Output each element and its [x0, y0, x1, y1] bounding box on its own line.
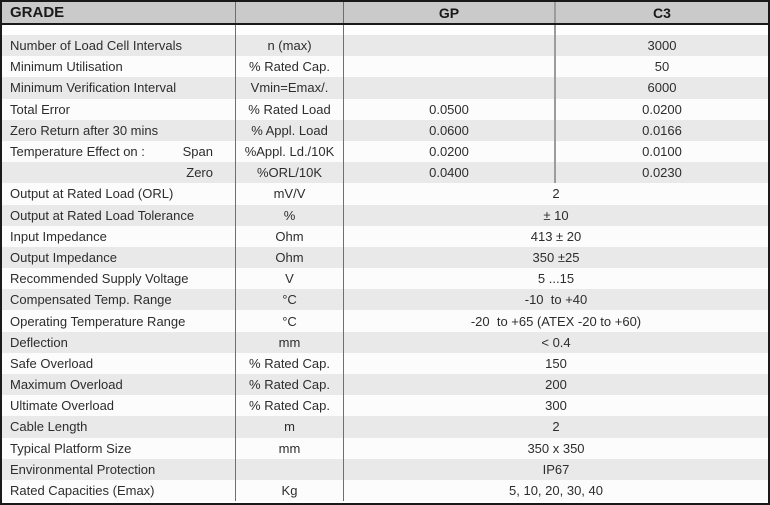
row-unit-cell: m: [236, 416, 344, 437]
table-row: [2, 35, 768, 56]
merged-value-cell: IP67: [542, 461, 570, 477]
header-gp: GP: [344, 2, 556, 23]
row-label-cell: [2, 226, 236, 247]
c3-value-cell: 50: [654, 59, 670, 75]
row-unit-cell: %ORL/10K: [236, 162, 344, 183]
gp-value-cell: [344, 56, 556, 77]
table-row: [2, 120, 768, 141]
row-label: Maximum Overload: [10, 377, 123, 393]
row-label: Deflection: [10, 334, 68, 350]
table-row: [2, 162, 768, 183]
merged-value-cell: 5 ...15: [537, 271, 575, 287]
row-label-cell: [2, 268, 236, 289]
row-unit-cell: %: [236, 205, 344, 226]
gap-cell-units: [236, 25, 344, 35]
row-label-cell: [2, 353, 236, 374]
merged-value-cell: 200: [545, 377, 567, 393]
row-label-cell: [2, 247, 236, 268]
row-unit-cell: % Rated Cap.: [236, 395, 344, 416]
row-label: Output at Rated Load Tolerance: [10, 207, 195, 223]
c3-value-cell: 0.0200: [642, 101, 682, 117]
row-label: Cable Length: [10, 419, 88, 435]
header-grade: GRADE: [2, 2, 236, 23]
gp-value-cell: 0.0200: [344, 141, 556, 162]
table-row: [2, 268, 768, 289]
row-sublabel: Span: [182, 144, 213, 160]
row-unit-cell: V: [236, 268, 344, 289]
table-row: [2, 416, 768, 437]
row-unit-cell: mm: [236, 438, 344, 459]
row-label-cell: [2, 289, 236, 310]
table-row: [2, 289, 768, 310]
row-label-cell: [2, 416, 236, 437]
gp-value-cell: [344, 35, 556, 56]
row-unit-cell: mm: [236, 332, 344, 353]
merged-value-cell: 413 ± 20: [530, 228, 582, 244]
row-label: Zero Return after 30 mins: [10, 122, 159, 138]
row-label: Safe Overload: [10, 355, 94, 371]
row-unit-cell: %Appl. Ld./10K: [236, 141, 344, 162]
merged-value-cell: 350 ±25: [532, 249, 580, 265]
merged-value-cell: 350 x 350: [527, 440, 585, 456]
gp-value-cell: 0.0400: [344, 162, 556, 183]
row-unit-cell: n (max): [236, 35, 344, 56]
row-label-cell: [2, 99, 236, 120]
c3-value-cell: 6000: [647, 80, 677, 96]
row-unit-cell: % Rated Cap.: [236, 56, 344, 77]
gp-value-cell: 0.0500: [344, 99, 556, 120]
table-row: [2, 374, 768, 395]
row-label: Rated Capacities (Emax): [10, 483, 155, 499]
row-label: Output at Rated Load (ORL): [10, 186, 174, 202]
merged-value-cell: 5, 10, 20, 30, 40: [509, 483, 603, 499]
c3-value-cell: 3000: [647, 38, 677, 54]
merged-value-cell: 2: [552, 419, 560, 435]
row-unit-cell: % Rated Cap.: [236, 374, 344, 395]
table-body: [2, 35, 768, 501]
row-label-cell: [2, 332, 236, 353]
table-row: [2, 310, 768, 331]
row-label-cell: [2, 77, 236, 98]
table-row: [2, 480, 768, 501]
row-label-cell: [2, 374, 236, 395]
header-c3: C3: [653, 4, 671, 21]
row-unit-cell: [236, 459, 344, 480]
row-sublabel: Zero: [186, 165, 213, 181]
table-row: [2, 247, 768, 268]
row-unit-cell: % Rated Load: [236, 99, 344, 120]
row-label-cell: [2, 183, 236, 204]
gap-cell-c3: [556, 25, 768, 35]
merged-value-cell: ± 10: [543, 207, 569, 223]
row-label-cell: [2, 120, 236, 141]
row-label: Total Error: [10, 101, 70, 117]
row-label-cell: [2, 480, 236, 501]
header-gap-strip: [2, 25, 768, 35]
row-label: Minimum Utilisation: [10, 59, 123, 75]
row-unit-cell: % Appl. Load: [236, 120, 344, 141]
table-row: [2, 226, 768, 247]
row-label-cell: [2, 56, 236, 77]
row-unit-cell: mV/V: [236, 183, 344, 204]
row-label-cell: [2, 205, 236, 226]
merged-value-cell: < 0.4: [541, 334, 571, 350]
row-label: Input Impedance: [10, 228, 107, 244]
row-label: Temperature Effect on :: [10, 144, 145, 160]
row-label: Output Impedance: [10, 249, 117, 265]
merged-value-cell: -20 to +65 (ATEX -20 to +60): [470, 313, 642, 329]
gp-value-cell: [344, 77, 556, 98]
merged-value-cell: 2: [552, 186, 560, 202]
c3-value-cell: 0.0230: [642, 165, 682, 181]
row-label-cell: [2, 395, 236, 416]
row-label-cell: [2, 438, 236, 459]
row-unit-cell: Vmin=Emax/.: [236, 77, 344, 98]
row-unit-cell: °C: [236, 310, 344, 331]
table-row: [2, 77, 768, 98]
table-row: [2, 332, 768, 353]
gap-cell-name: [2, 25, 236, 35]
row-label: Recommended Supply Voltage: [10, 271, 189, 287]
table-row: [2, 141, 768, 162]
table-row: [2, 205, 768, 226]
header-units: [236, 2, 344, 23]
row-unit-cell: Ohm: [236, 226, 344, 247]
row-label-cell: [2, 35, 236, 56]
row-label: Number of Load Cell Intervals: [10, 38, 182, 54]
c3-value-cell: 0.0166: [642, 122, 682, 138]
row-label-cell: [2, 459, 236, 480]
row-unit-cell: Ohm: [236, 247, 344, 268]
table-row: [2, 459, 768, 480]
table-row: [2, 99, 768, 120]
row-label: Operating Temperature Range: [10, 313, 186, 329]
row-label: Compensated Temp. Range: [10, 292, 172, 308]
merged-value-cell: 300: [545, 398, 567, 414]
row-label: Environmental Protection: [10, 461, 156, 477]
row-label: Typical Platform Size: [10, 440, 132, 456]
table-header-row: [2, 2, 768, 25]
row-label-cell: [2, 310, 236, 331]
row-unit-cell: Kg: [236, 480, 344, 501]
table-row: [2, 56, 768, 77]
table-row: [2, 395, 768, 416]
row-label: Ultimate Overload: [10, 398, 115, 414]
table-row: [2, 353, 768, 374]
merged-value-cell: 150: [545, 355, 567, 371]
c3-value-cell: 0.0100: [642, 144, 682, 160]
row-label: Minimum Verification Interval: [10, 80, 177, 96]
table-row: [2, 438, 768, 459]
row-unit-cell: °C: [236, 289, 344, 310]
row-label-cell: [2, 141, 236, 162]
row-label-cell: [2, 162, 236, 183]
gp-value-cell: 0.0600: [344, 120, 556, 141]
gap-cell-gp: [344, 25, 556, 35]
row-unit-cell: % Rated Cap.: [236, 353, 344, 374]
table-row: [2, 183, 768, 204]
merged-value-cell: -10 to +40: [524, 292, 588, 308]
